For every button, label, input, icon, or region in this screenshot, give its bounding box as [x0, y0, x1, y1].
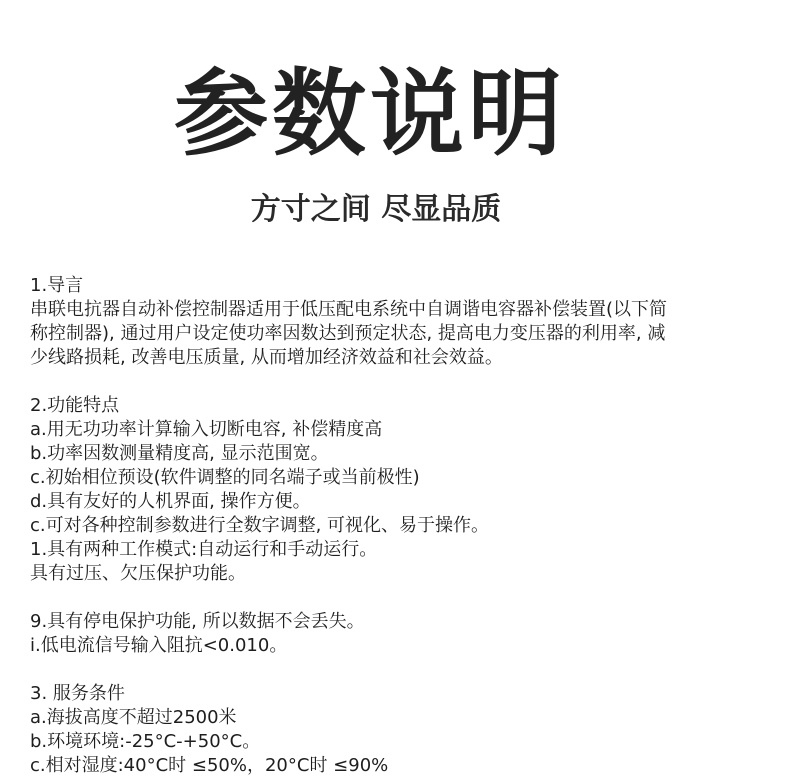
- spacer: [30, 370, 775, 394]
- feature-item: a.用无功功率计算输入切断电容, 补偿精度高: [30, 419, 383, 440]
- feature-item: i.低电流信号输入阻抗<0.010。: [30, 635, 288, 656]
- intro-line: 称控制器), 通过用户设定使功率因数达到预定状态, 提高电力变压器的利用率, 减: [30, 323, 666, 344]
- feature-item: 具有过压、欠压保护功能。: [30, 563, 246, 584]
- spacer: [30, 658, 775, 682]
- service-item: c.相对湿度:40°C时 ≤50%，20°C时 ≤90%: [30, 755, 389, 776]
- intro-line: 少线路损耗, 改善电压质量, 从而增加经济效益和社会效益。: [30, 347, 503, 368]
- service-item: a.海拔高度不超过2500米: [30, 707, 237, 728]
- page-title: 参数说明: [173, 60, 566, 169]
- service-item: b.环境环境:-25°C-+50°C。: [30, 731, 261, 752]
- spacer: [30, 586, 775, 610]
- page-subtitle: 方寸之间 尽显品质: [250, 192, 502, 227]
- feature-item: 1.具有两种工作模式:自动运行和手动运行。: [30, 539, 378, 560]
- feature-item: c.初始相位预设(软件调整的同名端子或当前极性): [30, 467, 420, 488]
- feature-item: b.功率因数测量精度高, 显示范围宽。: [30, 443, 329, 464]
- feature-item: 9.具有停电保护功能, 所以数据不会丢失。: [30, 611, 365, 632]
- feature-item: c.可对各种控制参数进行全数字调整, 可视化、易于操作。: [30, 515, 490, 536]
- intro-line: 串联电抗器自动补偿控制器适用于低压配电系统中自调谐电容器补偿装置(以下简: [30, 299, 668, 320]
- service-heading: 3. 服务条件: [30, 683, 125, 704]
- document-body: [30, 274, 775, 778]
- intro-heading: 1.导言: [30, 275, 84, 296]
- feature-item: d.具有友好的人机界面, 操作方便。: [30, 491, 311, 512]
- features-heading: 2.功能特点: [30, 395, 120, 416]
